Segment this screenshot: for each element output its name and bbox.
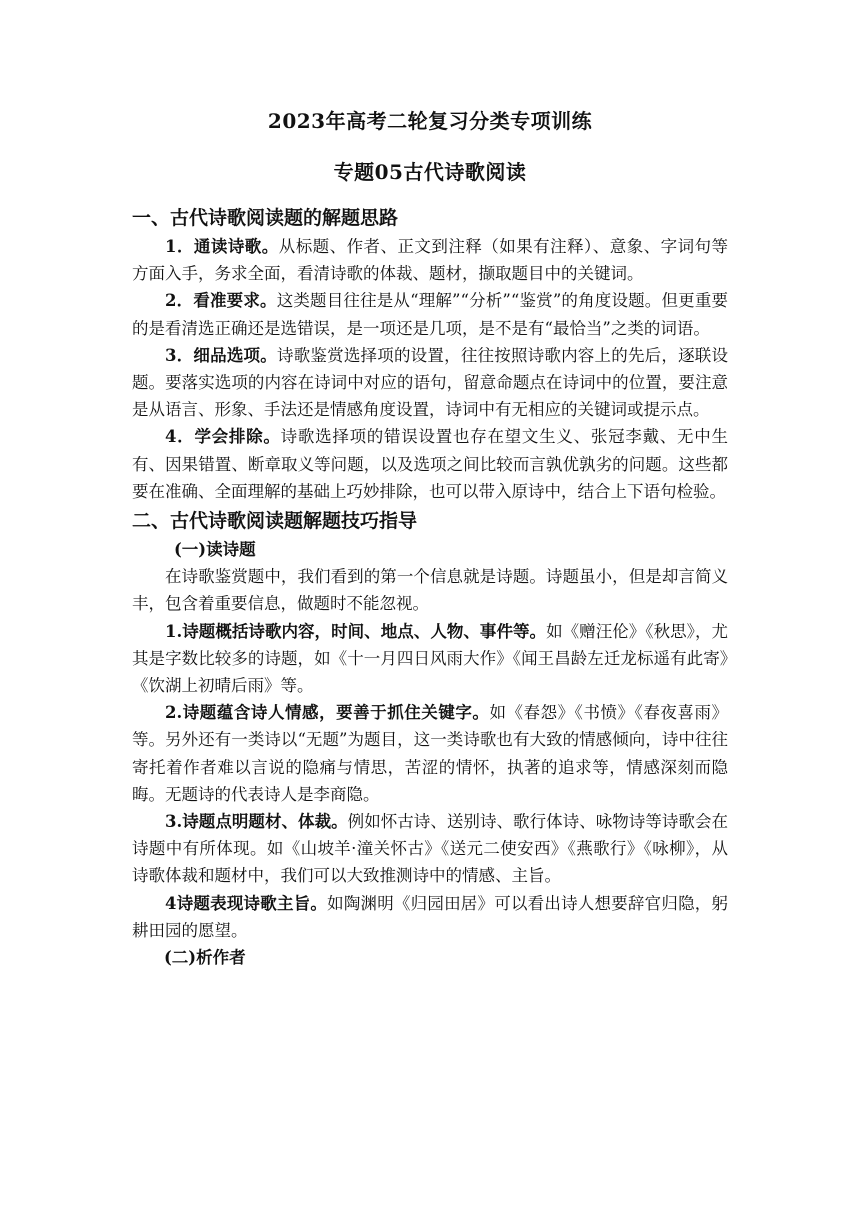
section-heading-1: 一、古代诗歌阅读题的解题思路	[132, 207, 399, 229]
paragraph-intro: 在诗歌鉴赏题中，我们看到的第一个信息就是诗题。诗题虽小，但是却言简义丰，包含着重要信息，做题时不能忽视。	[132, 567, 728, 614]
paragraph-text: 例如怀古诗、送别诗、歌行体诗、咏物诗等诗歌会在诗题中有所体现。如《山坡羊·潼关怀古》《送元二使安西》《燕歌行》《咏柳》，从诗歌体裁和题材中，我们可以大致推测诗中的情感、主旨。	[132, 812, 729, 886]
paragraph-item	[132, 342, 728, 424]
paragraph-text: 如《春怨》《书愤》《春夜喜雨》等。另外还有一类诗以“无题”为题目，这一类诗歌也有大致的情感倾向，诗中往往寄托着作者难以言说的隐痛与情思，苦涩的情怀，执著的追求等，情感深刻而隐晦。无题诗的代表诗人是李商隐。	[132, 703, 729, 804]
paragraph-text: 这类题目往往是从“理解”“分析”“鉴赏”的角度设题。但更重要的是看清选正确还是选错误，是一项还是几项，是不是有“最恰当”之类的词语。	[132, 291, 728, 338]
paragraph-lead: 1．通读诗歌。	[165, 237, 279, 256]
paragraph-lead: 3.诗题点明题材、体裁。	[165, 812, 348, 832]
subsection-heading-analyze-author: (二)析作者	[164, 948, 246, 968]
document-title: 2023年高考二轮复习分类专项训练	[267, 109, 593, 133]
paragraph-lead: 4诗题表现诗歌主旨。	[165, 893, 328, 913]
paragraph-lead: 2.诗题蕴含诗人情感，要善于抓住关键字。	[165, 703, 490, 723]
paragraph-text: 诗歌选择项的错误设置也存在望文生义、张冠李戴、无中生有、因果错置、断章取义等问题，以及选项之间比较而言孰优孰劣的问题。这些都要在准确、全面理解的基础上巧妙排除，也可以带入原诗中，结合上下语句检验。	[132, 427, 728, 501]
paragraph-item	[132, 233, 728, 287]
paragraph-item	[132, 808, 728, 890]
document-subtitle: 专题05古代诗歌阅读	[333, 160, 527, 184]
paragraph-lead: 2．看准要求。	[165, 291, 277, 311]
paragraph-lead: 3．细品选项。	[165, 345, 277, 365]
paragraph-item	[132, 423, 728, 505]
paragraph-text: 诗歌鉴赏选择项的设置，往往按照诗歌内容上的先后，逐联设题。要落实选项的内容在诗词中对应的语句，留意命题点在诗词中的位置，要注意是从语言、形象、手法还是情感角度设置，诗词中有无相应的关键词或提示点。	[132, 345, 729, 420]
paragraph-item	[132, 699, 728, 808]
paragraph-text: 如《赠汪伦》《秋思》，尤其是字数比较多的诗题，如《十一月四日风雨大作》《闻王昌龄左迁龙标遥有此寄》《饮湖上初晴后雨》等。	[132, 621, 729, 696]
paragraph-item	[132, 890, 728, 944]
subsection-heading-read-title: (一)读诗题	[174, 540, 256, 560]
paragraph-lead: 4．学会排除。	[165, 427, 281, 447]
paragraph-lead: 1.诗题概括诗歌内容，时间、地点、人物、事件等。	[165, 621, 547, 641]
paragraph-text: 从标题、作者、正文到注释（如果有注释）、意象、字词句等方面入手，务求全面，看清诗歌的体裁、题材，撷取题目中的关键词。	[132, 237, 729, 284]
paragraph-item	[132, 618, 728, 700]
paragraph-item	[132, 287, 728, 341]
section-heading-2: 二、古代诗歌阅读题解题技巧指导	[132, 510, 418, 533]
paragraph-text: 如陶渊明《归园田居》可以看出诗人想要辞官归隐，躬耕田园的愿望。	[132, 893, 728, 940]
document-body	[132, 202, 728, 971]
